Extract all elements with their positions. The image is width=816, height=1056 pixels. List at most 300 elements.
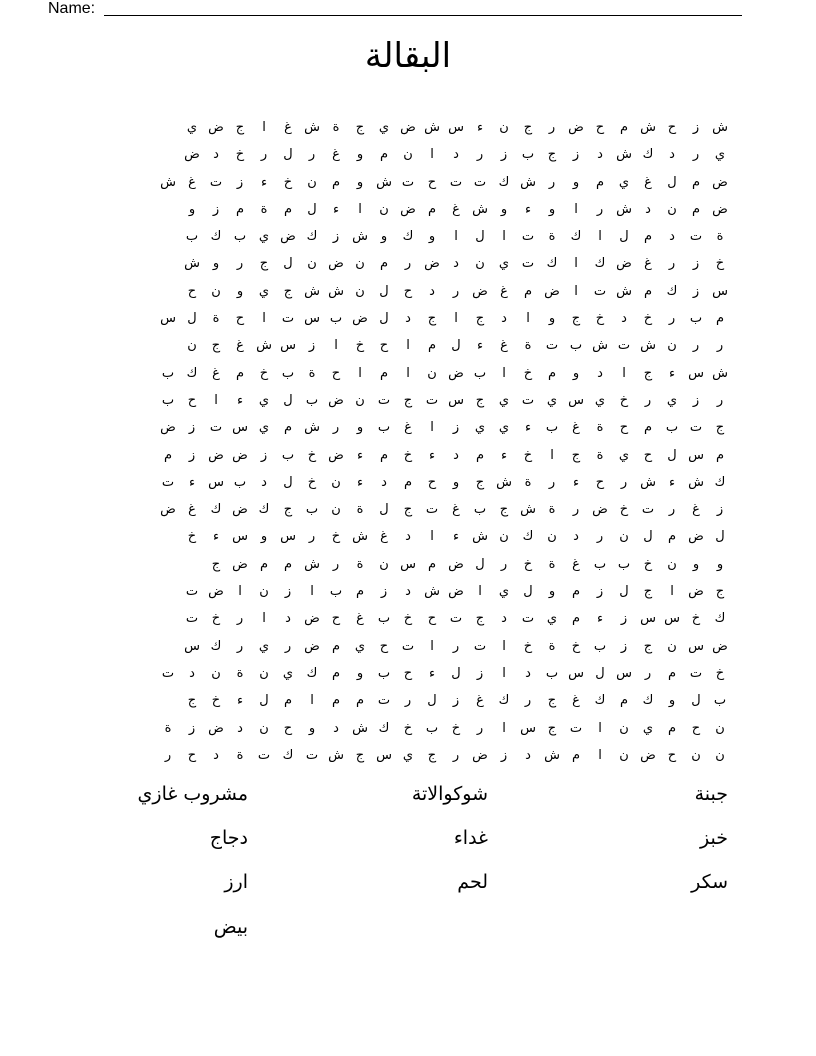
word-list-item: بيض <box>213 916 248 938</box>
grid-letter: د <box>453 256 459 272</box>
grid-letter: ن <box>331 474 341 490</box>
grid-letter: ة <box>236 665 244 681</box>
grid-letter: ج <box>547 720 557 736</box>
grid-letter: م <box>667 665 677 681</box>
grid-letter: ن <box>667 201 677 217</box>
grid-letter: ت <box>425 502 439 518</box>
grid-letter: ا <box>598 747 602 763</box>
grid-letter: س <box>448 120 464 135</box>
grid-letter: ز <box>332 229 340 245</box>
grid-letter: ة <box>548 556 556 572</box>
grid-letter: ة <box>548 229 556 245</box>
grid-letter: ح <box>187 283 197 299</box>
grid-letter: خ <box>307 474 317 490</box>
grid-letter: ج <box>715 420 725 436</box>
grid-letter: ن <box>307 256 317 272</box>
grid-row <box>84 715 732 742</box>
grid-letter: ش <box>640 120 656 135</box>
grid-letter: ح <box>331 611 341 627</box>
grid-letter: ر <box>332 556 340 572</box>
grid-letter: ر <box>284 638 292 654</box>
grid-letter: ج <box>211 556 221 572</box>
grid-row <box>84 578 732 605</box>
grid-letter: ب <box>425 720 439 736</box>
grid-letter: ت <box>257 747 271 763</box>
grid-letter: ت <box>689 665 703 681</box>
grid-letter: ر <box>668 502 676 518</box>
grid-letter: و <box>668 693 676 709</box>
grid-letter: ء <box>356 447 364 463</box>
grid-letter: ح <box>187 747 197 763</box>
grid-letter: ب <box>545 665 559 681</box>
grid-letter: ء <box>428 665 436 681</box>
grid-letter: ش <box>616 147 632 163</box>
grid-letter: د <box>525 665 531 681</box>
grid-letter: س <box>232 529 248 545</box>
grid-letter: م <box>715 447 725 463</box>
grid-letter: ل <box>667 174 677 190</box>
grid-letter: ز <box>572 147 580 163</box>
grid-letter: ن <box>499 529 509 545</box>
grid-letter: خ <box>187 529 197 545</box>
grid-letter: ن <box>379 201 389 217</box>
grid-letter: و <box>356 420 364 436</box>
grid-letter: غ <box>380 529 388 545</box>
grid-letter: ت <box>473 638 487 654</box>
grid-letter: ت <box>641 502 655 518</box>
grid-letter: ن <box>547 529 557 545</box>
grid-letter: خ <box>643 556 653 572</box>
grid-letter: ل <box>691 693 701 709</box>
grid-letter: ن <box>259 720 269 736</box>
grid-letter: ز <box>188 420 196 436</box>
grid-letter: ب <box>593 556 607 572</box>
grid-letter: ر <box>716 338 724 354</box>
grid-letter: ح <box>379 638 389 654</box>
grid-letter: ل <box>619 229 629 245</box>
grid-letter: ء <box>356 474 364 490</box>
grid-letter: د <box>669 229 675 245</box>
grid-letter: د <box>333 720 339 736</box>
grid-letter: و <box>692 556 700 572</box>
grid-letter: ش <box>688 474 704 490</box>
grid-letter: ا <box>238 584 242 600</box>
grid-letter: ء <box>452 529 460 545</box>
grid-letter: ك <box>570 229 582 245</box>
word-list-item: شوكوالاتة <box>411 783 488 805</box>
grid-letter: ش <box>352 529 368 545</box>
name-field <box>48 0 742 18</box>
grid-letter: س <box>376 747 392 763</box>
grid-letter: ك <box>498 174 510 190</box>
grid-letter: ن <box>259 665 269 681</box>
grid-letter: ك <box>306 665 318 681</box>
grid-letter: خ <box>715 665 725 681</box>
grid-letter: د <box>453 147 459 163</box>
grid-letter: ت <box>521 256 535 272</box>
grid-letter: ل <box>283 474 293 490</box>
grid-letter: ز <box>380 584 388 600</box>
grid-letter: ض <box>424 256 440 272</box>
grid-letter: ز <box>596 584 604 600</box>
grid-letter: ا <box>574 201 578 217</box>
grid-letter: ن <box>307 174 317 190</box>
grid-letter: ب <box>473 502 487 518</box>
grid-letter: ل <box>379 311 389 327</box>
grid-letter: ز <box>284 584 292 600</box>
grid-letter: ك <box>378 720 390 736</box>
grid-letter: د <box>213 747 219 763</box>
grid-letter: ض <box>472 747 488 763</box>
grid-letter: ن <box>427 365 437 381</box>
grid-letter: ك <box>402 229 414 245</box>
grid-letter: ن <box>355 392 365 408</box>
grid-letter: خ <box>619 392 629 408</box>
grid-letter: ن <box>619 529 629 545</box>
grid-letter: د <box>501 611 507 627</box>
grid-letter: ل <box>595 665 605 681</box>
grid-letter: ة <box>356 502 364 518</box>
grid-letter: غ <box>188 174 196 190</box>
grid-letter: م <box>259 556 269 572</box>
grid-letter: ا <box>502 229 506 245</box>
grid-letter: ب <box>305 502 319 518</box>
grid-letter: خ <box>571 638 581 654</box>
grid-letter: ت <box>425 392 439 408</box>
grid-letter: ض <box>328 256 344 272</box>
grid-letter: ت <box>305 747 319 763</box>
grid-letter: ة <box>164 720 172 736</box>
grid-letter: ش <box>376 174 392 190</box>
grid-letter: ت <box>617 338 631 354</box>
grid-letter: ك <box>594 693 606 709</box>
grid-letter: و <box>236 283 244 299</box>
grid-letter: ز <box>620 611 628 627</box>
grid-letter: ش <box>616 201 632 217</box>
grid-letter: ج <box>475 611 485 627</box>
grid-letter: ل <box>643 529 653 545</box>
grid-letter: ح <box>403 665 413 681</box>
grid-letter: ج <box>235 120 245 135</box>
grid-letter: ش <box>616 283 632 299</box>
grid-letter: ض <box>688 529 704 545</box>
grid-letter: ز <box>212 201 220 217</box>
grid-letter: ز <box>308 338 316 354</box>
grid-letter: ر <box>476 147 484 163</box>
grid-letter: ب <box>281 447 295 463</box>
grid-letter: و <box>548 311 556 327</box>
letter-grid <box>84 114 732 769</box>
grid-letter: م <box>235 201 245 217</box>
grid-letter: غ <box>236 338 244 354</box>
grid-letter: غ <box>500 283 508 299</box>
grid-letter: غ <box>572 420 580 436</box>
grid-letter: ج <box>427 311 437 327</box>
grid-letter: م <box>331 665 341 681</box>
grid-letter: ي <box>402 747 414 763</box>
grid-letter: ض <box>712 201 728 217</box>
grid-letter: م <box>571 747 581 763</box>
grid-letter: ر <box>548 174 556 190</box>
grid-letter: ج <box>547 693 557 709</box>
grid-letter: د <box>525 747 531 763</box>
grid-letter: ي <box>594 392 606 408</box>
grid-letter: د <box>189 665 195 681</box>
grid-letter: ل <box>619 584 629 600</box>
grid-letter: ض <box>304 638 320 654</box>
grid-letter: ر <box>404 693 412 709</box>
grid-letter: ي <box>498 420 510 436</box>
grid-letter: ض <box>688 584 704 600</box>
grid-letter: ب <box>185 229 199 245</box>
grid-letter: س <box>280 338 296 354</box>
grid-letter: ر <box>620 474 628 490</box>
grid-letter: ن <box>211 283 221 299</box>
grid-letter: ض <box>352 311 368 327</box>
grid-letter: ك <box>258 502 270 518</box>
grid-letter: م <box>571 584 581 600</box>
grid-letter: ي <box>498 256 510 272</box>
grid-letter: ح <box>691 720 701 736</box>
grid-letter: ل <box>475 229 485 245</box>
grid-letter: ب <box>545 420 559 436</box>
grid-letter: غ <box>692 502 700 518</box>
grid-letter: ا <box>502 720 506 736</box>
grid-letter: ك <box>642 147 654 163</box>
grid-letter: ت <box>377 693 391 709</box>
grid-letter: ت <box>401 174 415 190</box>
grid-letter: ر <box>476 720 484 736</box>
grid-letter: ض <box>160 502 176 518</box>
grid-letter: ي <box>666 392 678 408</box>
grid-letter: م <box>283 420 293 436</box>
grid-letter: د <box>405 529 411 545</box>
grid-letter: خ <box>523 638 533 654</box>
grid-letter: ج <box>355 747 365 763</box>
grid-letter: د <box>261 474 267 490</box>
grid-letter: ل <box>283 392 293 408</box>
grid-letter: م <box>667 529 677 545</box>
grid-letter: ا <box>502 365 506 381</box>
grid-letter: ة <box>236 747 244 763</box>
grid-letter: د <box>573 529 579 545</box>
grid-letter: ش <box>328 747 344 763</box>
grid-letter: ض <box>208 584 224 600</box>
grid-letter: ز <box>692 392 700 408</box>
grid-letter: س <box>688 447 704 463</box>
grid-letter: ج <box>475 392 485 408</box>
grid-letter: ا <box>454 229 458 245</box>
grid-letter: ل <box>523 584 533 600</box>
grid-letter: ل <box>715 529 725 545</box>
grid-letter: ء <box>428 447 436 463</box>
grid-letter: س <box>568 665 584 681</box>
grid-letter: و <box>572 365 580 381</box>
grid-letter: ش <box>712 365 728 381</box>
grid-letter: ل <box>667 447 677 463</box>
word-list-item: غداء <box>453 827 488 849</box>
grid-letter: ز <box>692 120 700 135</box>
grid-letter: ا <box>358 365 362 381</box>
grid-letter: ض <box>184 147 200 163</box>
grid-letter: و <box>380 229 388 245</box>
grid-letter: ش <box>544 747 560 763</box>
grid-letter: ا <box>310 584 314 600</box>
grid-letter: س <box>688 365 704 381</box>
grid-letter: خ <box>403 720 413 736</box>
grid-letter: ز <box>452 693 460 709</box>
grid-letter: ي <box>258 392 270 408</box>
grid-letter: ء <box>668 365 676 381</box>
grid-letter: ش <box>520 502 536 518</box>
grid-letter: و <box>452 474 460 490</box>
grid-letter: ك <box>714 474 726 490</box>
grid-letter: ز <box>620 638 628 654</box>
grid-letter: م <box>283 556 293 572</box>
grid-letter: م <box>403 474 413 490</box>
grid-row <box>84 551 732 578</box>
grid-letter: ن <box>187 338 197 354</box>
grid-letter: ا <box>622 365 626 381</box>
grid-letter: غ <box>404 420 412 436</box>
grid-letter: ح <box>187 392 197 408</box>
grid-letter: خ <box>715 256 725 272</box>
grid-letter: خ <box>355 338 365 354</box>
grid-row <box>84 442 732 469</box>
grid-letter: ا <box>310 693 314 709</box>
grid-letter: د <box>285 611 291 627</box>
grid-letter: خ <box>259 365 269 381</box>
grid-letter: و <box>500 201 508 217</box>
grid-letter: ر <box>404 256 412 272</box>
grid-letter: غ <box>476 693 484 709</box>
grid-row <box>84 633 732 660</box>
grid-row <box>84 305 732 332</box>
word-list-item: خبز <box>700 827 728 849</box>
grid-letter: ي <box>546 392 558 408</box>
grid-letter: ل <box>283 256 293 272</box>
grid-letter: م <box>427 201 437 217</box>
grid-letter: ء <box>476 338 484 354</box>
grid-letter: د <box>621 311 627 327</box>
grid-letter: غ <box>644 174 652 190</box>
grid-letter: ة <box>548 638 556 654</box>
grid-letter: ك <box>714 611 726 627</box>
grid-letter: ض <box>304 611 320 627</box>
grid-letter: ك <box>666 283 678 299</box>
grid-letter: م <box>691 174 701 190</box>
grid-letter: ن <box>691 747 701 763</box>
grid-letter: غ <box>572 556 580 572</box>
grid-letter: ب <box>617 556 631 572</box>
grid-letter: ش <box>472 529 488 545</box>
grid-letter: ي <box>618 174 630 190</box>
grid-letter: ج <box>403 502 413 518</box>
grid-letter: غ <box>284 120 292 135</box>
grid-letter: خ <box>211 693 221 709</box>
grid-letter: ي <box>714 147 726 163</box>
grid-letter: غ <box>644 256 652 272</box>
grid-letter: ة <box>524 338 532 354</box>
grid-letter: خ <box>523 365 533 381</box>
grid-letter: ش <box>256 338 272 354</box>
grid-letter: ء <box>188 474 196 490</box>
grid-letter: خ <box>643 311 653 327</box>
grid-letter: ض <box>616 256 632 272</box>
grid-letter: ا <box>478 584 482 600</box>
grid-letter: ش <box>304 120 320 135</box>
grid-letter: ج <box>523 120 533 135</box>
grid-row <box>84 742 732 769</box>
grid-letter: م <box>547 365 557 381</box>
grid-letter: ا <box>262 311 266 327</box>
grid-letter: ة <box>308 365 316 381</box>
grid-letter: ل <box>427 693 437 709</box>
grid-letter: م <box>355 693 365 709</box>
grid-letter: ك <box>642 693 654 709</box>
grid-letter: ض <box>592 502 608 518</box>
grid-letter: ش <box>640 338 656 354</box>
grid-letter: ت <box>521 229 535 245</box>
grid-letter: ا <box>574 283 578 299</box>
grid-letter: ا <box>334 338 338 354</box>
grid-letter: خ <box>523 556 533 572</box>
word-list-item: مشروب غازي <box>137 783 248 805</box>
grid-letter: ا <box>550 447 554 463</box>
grid-letter: ر <box>236 256 244 272</box>
grid-letter: ا <box>262 120 266 135</box>
grid-letter: ز <box>692 256 700 272</box>
grid-letter: م <box>643 229 653 245</box>
grid-letter: س <box>616 665 632 681</box>
grid-letter: ا <box>214 392 218 408</box>
grid-letter: غ <box>452 201 460 217</box>
grid-letter: ض <box>232 556 248 572</box>
grid-row <box>84 523 732 550</box>
grid-letter: ك <box>306 229 318 245</box>
grid-letter: ج <box>475 474 485 490</box>
grid-letter: س <box>160 311 176 327</box>
grid-letter: س <box>184 638 200 654</box>
grid-letter: ب <box>521 147 535 163</box>
grid-letter: ج <box>427 747 437 763</box>
grid-letter: ض <box>568 120 584 135</box>
word-list-item: لحم <box>457 871 488 893</box>
grid-letter: ر <box>164 747 172 763</box>
grid-letter: ز <box>236 174 244 190</box>
grid-letter: ت <box>209 420 223 436</box>
grid-letter: م <box>571 611 581 627</box>
grid-letter: خ <box>595 311 605 327</box>
grid-letter: م <box>379 256 389 272</box>
grid-letter: و <box>356 665 364 681</box>
grid-letter: ب <box>161 365 175 381</box>
grid-letter: م <box>379 365 389 381</box>
grid-letter: ب <box>665 420 679 436</box>
grid-row <box>84 687 732 714</box>
grid-row <box>84 332 732 359</box>
grid-letter: ش <box>640 474 656 490</box>
grid-letter: ن <box>355 256 365 272</box>
grid-letter: ك <box>210 502 222 518</box>
grid-letter: ن <box>355 283 365 299</box>
grid-letter: م <box>283 201 293 217</box>
grid-letter: ب <box>593 638 607 654</box>
name-label: Name: <box>48 0 96 17</box>
grid-letter: ض <box>640 747 656 763</box>
grid-letter: خ <box>211 611 221 627</box>
grid-letter: ر <box>668 311 676 327</box>
